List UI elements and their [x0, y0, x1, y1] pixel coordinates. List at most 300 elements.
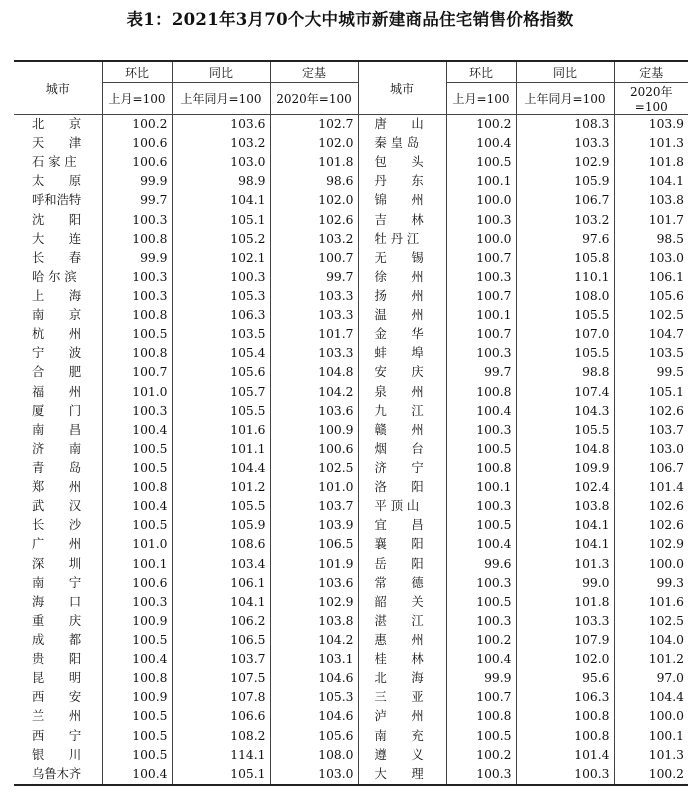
- yoy-value-right: 109.9: [516, 459, 614, 478]
- yoy-value-right: 100.8: [516, 707, 614, 726]
- table-row: [14, 268, 688, 287]
- city-name-left: 昆 明: [32, 671, 82, 686]
- yoy-value-right: 103.2: [516, 211, 614, 230]
- mom-value-left: 99.9: [102, 172, 172, 191]
- city-header-left: 城市: [14, 61, 102, 115]
- city-name-left: 郑 州: [32, 480, 82, 495]
- yoy-value-left: 105.1: [172, 211, 270, 230]
- city-name-right: 金 华: [358, 325, 446, 344]
- mom-value-left: 100.8: [102, 230, 172, 249]
- mom-value-right: 100.0: [446, 230, 516, 249]
- city-name-left: 合 肥: [32, 365, 82, 380]
- city-name-right: 扬 州: [358, 287, 446, 306]
- mom-value-right: 100.3: [446, 344, 516, 363]
- base-value-left: 105.6: [270, 727, 358, 746]
- yoy-value-right: 108.3: [516, 115, 614, 135]
- table-row: [14, 153, 688, 172]
- mom-value-right: 100.3: [446, 612, 516, 631]
- city-name-left: 长 沙: [32, 518, 82, 533]
- base-value-right: 99.5: [614, 363, 688, 382]
- city-name-right: 岳 阳: [358, 555, 446, 574]
- mom-value-right: 100.2: [446, 631, 516, 650]
- base-value-left: 101.0: [270, 478, 358, 497]
- yoy-value-right: 98.8: [516, 363, 614, 382]
- mom-header-right: 环比: [446, 61, 516, 83]
- table-row: [14, 555, 688, 574]
- base-value-right: 101.8: [614, 153, 688, 172]
- city-name-right: 湛 江: [358, 612, 446, 631]
- mom-value-right: 100.3: [446, 211, 516, 230]
- base-value-left: 103.9: [270, 516, 358, 535]
- city-name-left: 贵 阳: [32, 652, 82, 667]
- city-name-left: 海 口: [32, 594, 82, 609]
- base-value-right: 100.0: [614, 555, 688, 574]
- table-row: [14, 612, 688, 631]
- table-row: [14, 707, 688, 726]
- mom-value-left: 100.4: [102, 650, 172, 669]
- base-value-right: 101.3: [614, 746, 688, 765]
- base-value-left: 108.0: [270, 746, 358, 765]
- yoy-value-left: 103.5: [172, 325, 270, 344]
- yoy-header-right: 同比: [516, 61, 614, 83]
- yoy-value-left: 106.5: [172, 631, 270, 650]
- yoy-value-right: 103.8: [516, 497, 614, 516]
- yoy-value-right: 104.8: [516, 440, 614, 459]
- yoy-value-right: 106.7: [516, 191, 614, 210]
- mom-value-right: 100.3: [446, 497, 516, 516]
- yoy-value-right: 104.1: [516, 516, 614, 535]
- base-value-left: 103.3: [270, 287, 358, 306]
- city-name-right: 北 海: [358, 669, 446, 688]
- city-name-right: 泉 州: [358, 383, 446, 402]
- city-name-left: 杭 州: [32, 327, 82, 342]
- yoy-value-left: 104.4: [172, 459, 270, 478]
- city-name-right: 济 宁: [358, 459, 446, 478]
- base-value-left: 102.0: [270, 134, 358, 153]
- base-value-right: 102.6: [614, 497, 688, 516]
- base-value-left: 101.8: [270, 153, 358, 172]
- yoy-value-right: 102.4: [516, 478, 614, 497]
- base-value-right: 101.6: [614, 593, 688, 612]
- yoy-value-left: 104.1: [172, 593, 270, 612]
- yoy-value-right: 105.5: [516, 421, 614, 440]
- city-name-right: 三 亚: [358, 688, 446, 707]
- yoy-value-right: 103.3: [516, 612, 614, 631]
- city-name-left: 太 原: [32, 174, 82, 189]
- yoy-value-left: 105.5: [172, 402, 270, 421]
- base-value-left: 102.6: [270, 211, 358, 230]
- mom-value-left: 100.3: [102, 593, 172, 612]
- mom-value-left: 100.8: [102, 669, 172, 688]
- mom-value-right: 100.7: [446, 688, 516, 707]
- table-row: [14, 287, 688, 306]
- base-value-right: 103.7: [614, 421, 688, 440]
- mom-value-right: 100.4: [446, 650, 516, 669]
- city-name-left: 厦 门: [32, 403, 82, 418]
- city-name-right: 桂 林: [358, 650, 446, 669]
- price-index-table: [14, 60, 688, 786]
- table-row: [14, 230, 688, 249]
- base-header-right: 定基: [614, 61, 688, 83]
- city-name-left: 天 津: [32, 136, 82, 151]
- base-value-right: 101.3: [614, 134, 688, 153]
- mom-value-left: 100.4: [102, 421, 172, 440]
- city-name-right: 赣 州: [358, 421, 446, 440]
- yoy-value-right: 110.1: [516, 268, 614, 287]
- mom-value-right: 100.2: [446, 115, 516, 135]
- yoy-value-right: 107.9: [516, 631, 614, 650]
- table-row: [14, 249, 688, 268]
- city-header-right: 城市: [358, 61, 446, 115]
- yoy-value-right: 107.4: [516, 383, 614, 402]
- base-value-left: 102.5: [270, 459, 358, 478]
- base-value-right: 102.5: [614, 306, 688, 325]
- base-value-right: 104.4: [614, 688, 688, 707]
- base-value-left: 103.1: [270, 650, 358, 669]
- city-name-left: 北 京: [32, 117, 82, 132]
- mom-value-right: 100.4: [446, 535, 516, 554]
- table-row: [14, 402, 688, 421]
- mom-value-left: 100.3: [102, 268, 172, 287]
- city-name-right: 南 充: [358, 727, 446, 746]
- yoy-value-right: 99.0: [516, 574, 614, 593]
- mom-value-right: 99.9: [446, 669, 516, 688]
- mom-value-right: 100.5: [446, 440, 516, 459]
- base-value-right: 101.2: [614, 650, 688, 669]
- mom-value-left: 100.5: [102, 440, 172, 459]
- base-value-right: 104.7: [614, 325, 688, 344]
- city-name-right: 平 顶 山: [358, 497, 446, 516]
- base-value-right: 97.0: [614, 669, 688, 688]
- yoy-value-left: 106.1: [172, 574, 270, 593]
- yoy-value-right: 106.3: [516, 688, 614, 707]
- base-value-left: 101.7: [270, 325, 358, 344]
- base-value-right: 103.0: [614, 440, 688, 459]
- mom-value-right: 100.7: [446, 287, 516, 306]
- table-row: [14, 650, 688, 669]
- base-value-left: 106.5: [270, 535, 358, 554]
- base-value-left: 101.9: [270, 555, 358, 574]
- mom-sub-right: 上月=100: [446, 83, 516, 115]
- base-value-left: 100.6: [270, 440, 358, 459]
- base-value-left: 102.7: [270, 115, 358, 135]
- mom-value-right: 100.3: [446, 268, 516, 287]
- city-name-left: 长 春: [32, 250, 82, 265]
- base-value-right: 104.0: [614, 631, 688, 650]
- mom-value-right: 100.1: [446, 172, 516, 191]
- table-row: [14, 211, 688, 230]
- table-title: 表1：2021年3月70个大中城市新建商品住宅销售价格指数: [126, 10, 574, 29]
- mom-value-right: 100.3: [446, 765, 516, 785]
- city-name-left: 青 岛: [32, 461, 82, 476]
- mom-value-left: 100.5: [102, 631, 172, 650]
- mom-value-left: 99.9: [102, 249, 172, 268]
- mom-value-left: 100.4: [102, 497, 172, 516]
- city-name-right: 襄 阳: [358, 535, 446, 554]
- yoy-value-right: 102.0: [516, 650, 614, 669]
- base-value-right: 105.1: [614, 383, 688, 402]
- city-name-left: 石 家 庄: [32, 155, 77, 170]
- yoy-value-right: 101.4: [516, 746, 614, 765]
- base-value-right: 102.9: [614, 535, 688, 554]
- base-value-right: 104.1: [614, 172, 688, 191]
- mom-value-right: 100.2: [446, 746, 516, 765]
- base-value-left: 100.7: [270, 249, 358, 268]
- city-name-left: 大 连: [32, 231, 82, 246]
- city-name-left: 成 都: [32, 633, 82, 647]
- base-value-right: 100.2: [614, 765, 688, 785]
- mom-value-right: 100.1: [446, 478, 516, 497]
- table-row: [14, 516, 688, 535]
- table-row: [14, 115, 688, 135]
- base-value-left: 102.0: [270, 191, 358, 210]
- base-header-left: 定基: [270, 61, 358, 83]
- city-name-right: 徐 州: [358, 268, 446, 287]
- city-name-right: 秦 皇 岛: [358, 134, 446, 153]
- mom-value-right: 100.5: [446, 593, 516, 612]
- table-row: [14, 134, 688, 153]
- city-name-left: 广 州: [32, 537, 82, 552]
- mom-value-right: 100.3: [446, 574, 516, 593]
- table-row: [14, 746, 688, 765]
- base-value-right: 99.3: [614, 574, 688, 593]
- city-name-right: 温 州: [358, 306, 446, 325]
- yoy-value-right: 103.3: [516, 134, 614, 153]
- city-name-left: 兰 州: [32, 709, 82, 724]
- city-name-right: 蚌 埠: [358, 344, 446, 363]
- yoy-value-left: 105.6: [172, 363, 270, 382]
- base-value-right: 100.0: [614, 707, 688, 726]
- city-name-right: 唐 山: [358, 115, 446, 135]
- table-row: [14, 631, 688, 650]
- table-row: [14, 497, 688, 516]
- city-name-left: 上 海: [32, 289, 82, 304]
- table-row: [14, 363, 688, 382]
- city-name-right: 惠 州: [358, 631, 446, 650]
- city-name-right: 丹 东: [358, 172, 446, 191]
- yoy-header-left: 同比: [172, 61, 270, 83]
- yoy-value-left: 103.4: [172, 555, 270, 574]
- city-name-right: 锦 州: [358, 191, 446, 210]
- yoy-value-left: 107.5: [172, 669, 270, 688]
- yoy-value-left: 105.4: [172, 344, 270, 363]
- mom-value-left: 100.9: [102, 688, 172, 707]
- base-value-left: 103.0: [270, 765, 358, 785]
- mom-value-right: 100.8: [446, 707, 516, 726]
- mom-value-left: 99.7: [102, 191, 172, 210]
- base-value-right: 103.9: [614, 115, 688, 135]
- mom-value-left: 100.7: [102, 363, 172, 382]
- table-row: [14, 421, 688, 440]
- base-value-right: 103.5: [614, 344, 688, 363]
- yoy-sub-right: 上年同月=100: [516, 83, 614, 115]
- city-name-left: 西 宁: [32, 728, 82, 743]
- mom-value-right: 100.1: [446, 306, 516, 325]
- city-name-left: 济 南: [32, 441, 82, 456]
- table-row: [14, 306, 688, 325]
- base-value-left: 98.6: [270, 172, 358, 191]
- yoy-value-right: 105.8: [516, 249, 614, 268]
- yoy-value-left: 106.6: [172, 707, 270, 726]
- table-row: [14, 688, 688, 707]
- yoy-value-left: 108.2: [172, 727, 270, 746]
- yoy-sub-left: 上年同月=100: [172, 83, 270, 115]
- mom-value-left: 100.8: [102, 478, 172, 497]
- mom-value-left: 100.8: [102, 344, 172, 363]
- yoy-value-left: 105.3: [172, 287, 270, 306]
- mom-value-left: 101.0: [102, 535, 172, 554]
- base-value-right: 101.4: [614, 478, 688, 497]
- mom-value-left: 100.8: [102, 306, 172, 325]
- yoy-value-left: 100.3: [172, 268, 270, 287]
- yoy-value-left: 105.2: [172, 230, 270, 249]
- mom-value-right: 100.0: [446, 191, 516, 210]
- mom-value-left: 100.5: [102, 727, 172, 746]
- mom-value-right: 100.8: [446, 383, 516, 402]
- city-name-left: 重 庆: [32, 613, 82, 628]
- mom-value-left: 100.5: [102, 459, 172, 478]
- yoy-value-left: 114.1: [172, 746, 270, 765]
- mom-value-left: 100.2: [102, 115, 172, 135]
- yoy-value-right: 104.3: [516, 402, 614, 421]
- base-sub-left: 2020年=100: [270, 83, 358, 115]
- yoy-value-left: 106.3: [172, 306, 270, 325]
- mom-value-right: 100.5: [446, 153, 516, 172]
- base-value-right: 103.0: [614, 249, 688, 268]
- city-name-right: 九 江: [358, 402, 446, 421]
- yoy-value-left: 108.6: [172, 535, 270, 554]
- mom-value-left: 100.4: [102, 765, 172, 785]
- table-row: [14, 765, 688, 785]
- base-value-left: 103.7: [270, 497, 358, 516]
- mom-value-left: 100.1: [102, 555, 172, 574]
- base-value-left: 103.3: [270, 344, 358, 363]
- base-value-left: 103.8: [270, 612, 358, 631]
- city-name-right: 包 头: [358, 153, 446, 172]
- base-value-right: 106.1: [614, 268, 688, 287]
- base-value-left: 99.7: [270, 268, 358, 287]
- mom-value-right: 100.4: [446, 402, 516, 421]
- city-name-right: 常 德: [358, 574, 446, 593]
- city-name-left: 沈 阳: [32, 212, 82, 227]
- yoy-value-right: 108.0: [516, 287, 614, 306]
- yoy-value-right: 105.5: [516, 344, 614, 363]
- city-name-right: 牡 丹 江: [358, 230, 446, 249]
- mom-value-left: 100.5: [102, 516, 172, 535]
- mom-value-left: 101.0: [102, 383, 172, 402]
- yoy-value-left: 101.6: [172, 421, 270, 440]
- table-row: [14, 593, 688, 612]
- table-row: [14, 669, 688, 688]
- yoy-value-right: 105.9: [516, 172, 614, 191]
- base-value-right: 98.5: [614, 230, 688, 249]
- base-value-right: 102.6: [614, 516, 688, 535]
- city-name-left: 南 京: [32, 308, 82, 323]
- city-name-right: 宜 昌: [358, 516, 446, 535]
- table-row: [14, 172, 688, 191]
- table-row: [14, 383, 688, 402]
- base-value-left: 104.2: [270, 631, 358, 650]
- city-name-left: 西 安: [32, 690, 82, 705]
- mom-value-left: 100.3: [102, 211, 172, 230]
- city-name-right: 吉 林: [358, 211, 446, 230]
- base-sub-right: 2020年=100: [614, 83, 688, 115]
- city-name-left: 银 川: [32, 747, 82, 762]
- mom-value-left: 100.6: [102, 153, 172, 172]
- mom-value-left: 100.9: [102, 612, 172, 631]
- yoy-value-right: 107.0: [516, 325, 614, 344]
- yoy-value-right: 104.1: [516, 535, 614, 554]
- base-value-right: 101.7: [614, 211, 688, 230]
- yoy-value-right: 97.6: [516, 230, 614, 249]
- base-value-left: 104.2: [270, 383, 358, 402]
- mom-value-right: 100.8: [446, 459, 516, 478]
- mom-value-right: 100.4: [446, 134, 516, 153]
- mom-header-left: 环比: [102, 61, 172, 83]
- yoy-value-right: 102.9: [516, 153, 614, 172]
- mom-value-right: 100.5: [446, 516, 516, 535]
- table-row: [14, 574, 688, 593]
- mom-value-left: 100.6: [102, 574, 172, 593]
- base-value-left: 102.9: [270, 593, 358, 612]
- base-value-left: 104.8: [270, 363, 358, 382]
- yoy-value-right: 95.6: [516, 669, 614, 688]
- yoy-value-left: 101.2: [172, 478, 270, 497]
- city-name-left: 乌鲁木齐: [14, 765, 102, 785]
- yoy-value-right: 101.3: [516, 555, 614, 574]
- base-value-left: 105.3: [270, 688, 358, 707]
- base-value-right: 102.5: [614, 612, 688, 631]
- yoy-value-left: 102.1: [172, 249, 270, 268]
- city-name-right: 烟 台: [358, 440, 446, 459]
- mom-value-right: 100.7: [446, 325, 516, 344]
- table-row: [14, 478, 688, 497]
- city-name-left: 南 昌: [32, 422, 82, 437]
- yoy-value-right: 101.8: [516, 593, 614, 612]
- yoy-value-right: 100.8: [516, 727, 614, 746]
- city-name-left: 南 宁: [32, 575, 82, 590]
- yoy-value-left: 105.1: [172, 765, 270, 785]
- mom-value-left: 100.5: [102, 707, 172, 726]
- base-value-left: 103.3: [270, 306, 358, 325]
- base-value-left: 103.6: [270, 574, 358, 593]
- mom-value-left: 100.5: [102, 746, 172, 765]
- yoy-value-left: 103.2: [172, 134, 270, 153]
- table-row: [14, 535, 688, 554]
- city-name-right: 韶 关: [358, 593, 446, 612]
- table-row: [14, 191, 688, 210]
- mom-value-left: 100.6: [102, 134, 172, 153]
- mom-sub-left: 上月=100: [102, 83, 172, 115]
- city-name-right: 安 庆: [358, 363, 446, 382]
- base-value-right: 103.8: [614, 191, 688, 210]
- base-value-right: 102.6: [614, 402, 688, 421]
- base-value-left: 100.9: [270, 421, 358, 440]
- city-name-left: 福 州: [32, 384, 82, 399]
- table-row: [14, 459, 688, 478]
- base-value-left: 103.2: [270, 230, 358, 249]
- yoy-value-left: 105.5: [172, 497, 270, 516]
- yoy-value-left: 101.1: [172, 440, 270, 459]
- yoy-value-left: 106.2: [172, 612, 270, 631]
- yoy-value-right: 105.5: [516, 306, 614, 325]
- mom-value-left: 100.5: [102, 325, 172, 344]
- city-name-right: 大 理: [358, 765, 446, 785]
- yoy-value-left: 107.8: [172, 688, 270, 707]
- base-value-left: 103.6: [270, 402, 358, 421]
- mom-value-right: 100.3: [446, 421, 516, 440]
- table-row: [14, 325, 688, 344]
